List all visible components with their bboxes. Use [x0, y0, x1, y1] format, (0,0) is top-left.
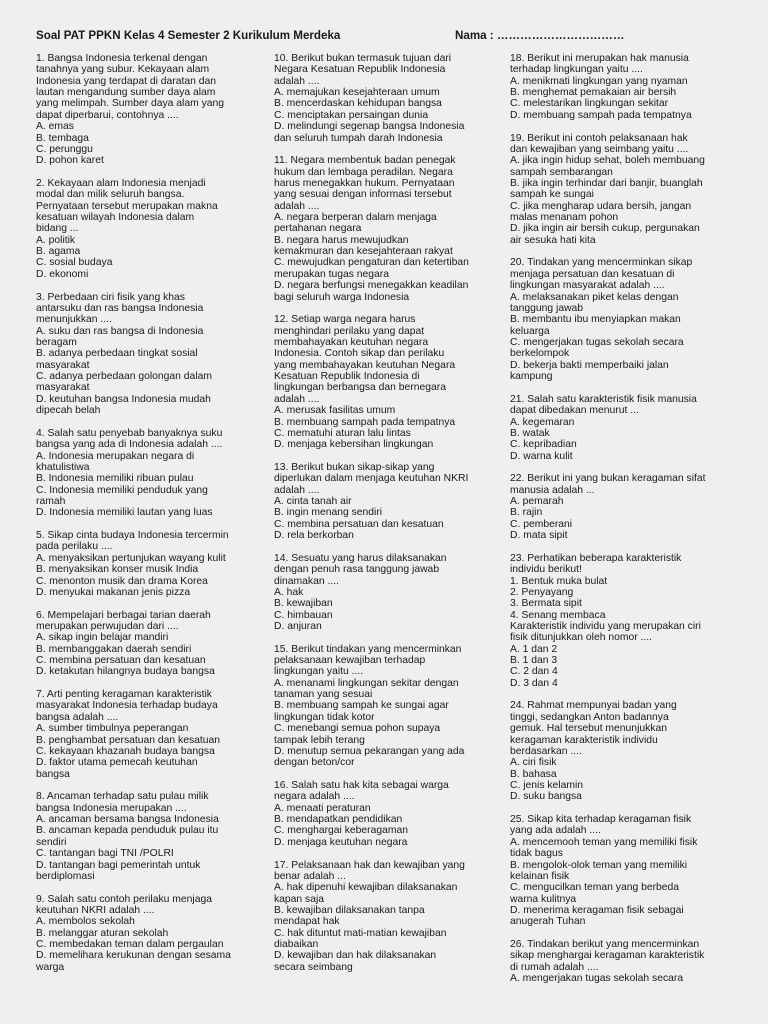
page-header	[36, 29, 732, 47]
answer-option: D. memelihara kerukunan dengan sesama warga	[36, 950, 231, 973]
answer-option: C. membedakan teman dalam pergaulan	[36, 939, 224, 951]
answer-option: D. anjuran	[274, 620, 322, 632]
answer-option: B. 1 dan 3	[510, 655, 558, 667]
answer-option: B. Indonesia memiliki ribuan pulau	[36, 473, 194, 485]
question-item	[36, 689, 256, 780]
answer-option: A. hak	[274, 586, 304, 598]
answer-option: B. agama	[36, 246, 81, 258]
answer-option: D. suku bangsa	[510, 791, 582, 803]
question-text: 21. Salah satu karakteristik fisik manusia dapat dibedakan menurut ...	[510, 393, 697, 417]
answer-option: B. mengolok-olok teman yang memiliki kelainan fisik	[510, 859, 688, 882]
answer-option: C. Indonesia memiliki penduduk yang ramah	[36, 484, 208, 508]
answer-option: B. kewajiban	[274, 598, 333, 610]
question-item	[274, 644, 499, 769]
answer-option: D. membuang sampah pada tempatnya	[510, 109, 692, 121]
question-text: 23. Perhatikan beberapa karakteristik individu berikut! 1. Bentuk muka bulat 2. Penyayang 3. Bermata sipit 4. Senang membaca Karakteristik individu yang merupakan ciri fisik ditunjukkan oleh nomor ....	[510, 552, 701, 644]
question-text: 24. Rahmat mempunyai badan yang tinggi, sedangkan Anton badannya gemuk. Hal tersebut menunjukkan keragaman karakteristik individu berdasarkan ....	[510, 700, 677, 757]
question-item	[36, 53, 256, 167]
question-item	[274, 155, 499, 303]
answer-option: B. negara harus mewujudkan kemakmuran dan kesejahteraan rakyat	[274, 234, 453, 258]
answer-option: A. merusak fasilitas umum	[274, 405, 396, 417]
name-label: Nama :	[455, 29, 494, 42]
question-item	[36, 178, 256, 280]
answer-option: C. pemberani	[510, 518, 573, 530]
answer-option: D. rela berkorban	[274, 530, 354, 542]
question-text: 1. Bangsa Indonesia terkenal dengan tanahnya yang subur. Kekayaan alam Indonesia yang terdapat di daratan dan lautan mengandung sumber daya alam yang melimpah. Sumber daya alam yang dapat diperbarui, contohnya ....	[36, 53, 225, 121]
question-text: 17. Pelaksanaan hak dan kewajiban yang benar adalah ...	[274, 859, 465, 882]
answer-option: D. negara berfungsi menegakkan keadilan bagi seluruh warga Indonesia	[274, 280, 469, 303]
answer-option: C. mengucilkan teman yang berbeda warna kulitnya	[510, 882, 680, 905]
answer-option: C. menciptakan persaingan dunia	[274, 109, 429, 121]
page-title: Soal PAT PPKN Kelas 4 Semester 2 Kurikulum Merdeka	[36, 29, 341, 42]
answer-option: B. bahasa	[510, 768, 557, 780]
answer-option: A. ancaman bersama bangsa Indonesia	[36, 814, 219, 826]
question-column-2	[274, 53, 499, 984]
question-item	[510, 553, 746, 689]
answer-option: A. kegemaran	[510, 416, 575, 428]
answer-option: B. rajin	[510, 507, 543, 519]
name-field	[455, 29, 624, 42]
answer-option: B. menghemat pemakaian air bersih	[510, 87, 677, 99]
answer-option: A. emas	[36, 121, 74, 133]
answer-option: B. membuang sampah pada tempatnya	[274, 416, 456, 428]
answer-option: D. pohon karet	[36, 155, 104, 167]
question-text: 26. Tindakan berikut yang mencerminkan sikap menghargai keragaman karakteristik di rumah adalah ....	[510, 939, 705, 973]
question-item	[36, 428, 256, 519]
answer-option: B. mendapatkan pendidikan	[274, 814, 403, 826]
question-text: 6. Mempelajari berbagai tarian daerah merupakan perwujudan dari ....	[36, 609, 211, 632]
question-text: 18. Berikut ini merupakan hak manusia terhadap lingkungan yaitu ....	[510, 53, 689, 76]
answer-option: D. faktor utama pemecah keutuhan bangsa	[36, 757, 198, 780]
question-text: 4. Salah satu penyebab banyaknya suku bangsa yang ada di Indonesia adalah ....	[36, 427, 223, 451]
answer-option: C. menonton musik dan drama Korea	[36, 575, 208, 587]
answer-option: A. membolos sekolah	[36, 916, 135, 928]
question-item	[510, 394, 746, 462]
question-item	[510, 473, 746, 541]
question-text: 15. Berikut tindakan yang mencerminkan pelaksanaan kewajiban terhadap lingkungan yaitu ....	[274, 643, 462, 678]
answer-option: B. mencerdaskan kehidupan bangsa	[274, 98, 442, 110]
answer-option: C. menghargai keberagaman	[274, 825, 408, 837]
answer-option: A. memajukan kesejahteraan umum	[274, 87, 440, 99]
question-item	[274, 780, 499, 848]
answer-option: C. jika mengharap udara bersih, jangan malas menanam pohon	[510, 200, 692, 224]
answer-option: A. sumber timbulnya peperangan	[36, 723, 189, 735]
answer-option: B. adanya perbedaan tingkat sosial masyarakat	[36, 348, 198, 371]
answer-option: D. tantangan bagi pemerintah untuk berdiplomasi	[36, 859, 201, 882]
name-blank: ……………………………	[496, 29, 625, 42]
answer-option: D. warna kulit	[510, 450, 573, 462]
answer-option: D. menutup semua pekarangan yang ada dengan beton/cor	[274, 745, 465, 769]
answer-option: D. melindungi segenap bangsa Indonesia dan seluruh tumpah darah Indonesia	[274, 121, 465, 144]
answer-option: A. ciri fisik	[510, 757, 557, 769]
answer-option: A. hak dipenuhi kewajiban dilaksanakan kapan saja	[274, 882, 458, 905]
question-item	[274, 314, 499, 450]
answer-option: B. menyaksikan konser musik India	[36, 564, 199, 576]
question-item	[274, 53, 499, 144]
question-text: 10. Berikut bukan termasuk tujuan dari Negara Kesatuan Republik Indonesia adalah ....	[274, 53, 452, 87]
answer-option: A. pemarah	[510, 496, 564, 508]
answer-option: B. ancaman kepada penduduk pulau itu sendiri	[36, 825, 219, 848]
question-text: 11. Negara membentuk badan penegak hukum dan lembaga peradilan. Negara harus menegakkan hukum. Pernyataan yang sesuai dengan informasi tersebut adalah ....	[274, 155, 456, 212]
answer-option: B. membanggakan daerah sendiri	[36, 643, 192, 655]
question-item	[510, 133, 746, 247]
answer-option: A. mencemooh teman yang memiliki fisik tidak bagus	[510, 836, 698, 860]
question-text: 14. Sesuatu yang harus dilaksanakan dengan penuh rasa tanggung jawab dinamakan ....	[274, 552, 447, 587]
answer-option: C. menebangi semua pohon supaya tampak lebih terang	[274, 723, 441, 746]
question-text: 2. Kekayaan alam Indonesia menjadi modal dan milik seluruh bangsa. Pernyataan tersebut merupakan makna kesatuan wilayah Indonesia dalam bidang ...	[36, 177, 218, 235]
answer-option: B. kewajiban dilaksanakan tanpa mendapat hak	[274, 904, 425, 928]
answer-option: C. hak dituntut mati-matian kewajiban diabaikan	[274, 927, 447, 951]
answer-option: C. adanya perbedaan golongan dalam masyarakat	[36, 371, 212, 394]
answer-option: A. Indonesia merupakan negara di khatulistiwa	[36, 450, 195, 473]
answer-option: A. sikap ingin belajar mandiri	[36, 632, 169, 644]
answer-option: A. suku dan ras bangsa di Indonesia beragam	[36, 325, 204, 348]
question-text: 25. Sikap kita terhadap keragaman fisik yang ada adalah ....	[510, 814, 692, 837]
question-column-3	[510, 53, 746, 996]
answer-option: B. membuang sampah ke sungai agar lingkungan tidak kotor	[274, 700, 449, 723]
answer-option: C. mematuhi aturan lalu lintas	[274, 427, 411, 439]
answer-option: A. menyaksikan pertunjukan wayang kulit	[36, 552, 226, 564]
answer-option: D. menjaga kebersihan lingkungan	[274, 439, 434, 451]
answer-option: C. melestarikan lingkungan sekitar	[510, 98, 669, 110]
answer-option: C. perunggu	[36, 143, 93, 155]
answer-option: C. membina persatuan dan kesatuan	[274, 518, 444, 530]
answer-option: C. kepribadian	[510, 439, 577, 451]
answer-option: A. menaati peraturan	[274, 802, 371, 814]
answer-option: C. jenis kelamin	[510, 780, 584, 791]
question-text: 22. Berikut ini yang bukan keragaman sifat manusia adalah ...	[510, 473, 706, 496]
question-text: 3. Perbedaan ciri fisik yang khas antarsuku dan ras bangsa Indonesia menunjukkan ....	[36, 291, 204, 326]
answer-option: D. menjaga keutuhan negara	[274, 836, 408, 848]
answer-option: D. menerima keragaman fisik sebagai anugerah Tuhan	[510, 904, 684, 928]
question-text: 12. Setiap warga negara harus menghindari perilaku yang dapat membahayakan keutuhan negara Indonesia. Contoh sikap dan perilaku yang membahayakan keutuhan Negara Kesatuan Republik Indonesia di lingkungan berbangsa dan bernegara adalah ....	[274, 314, 456, 405]
question-text: 19. Berikut ini contoh pelaksanaan hak dan kewajiban yang seimbang yaitu ....	[510, 132, 689, 155]
answer-option: C. tantangan bagi TNI /POLRI	[36, 848, 174, 860]
answer-option: B. melanggar aturan sekolah	[36, 927, 169, 939]
question-text: 7. Arti penting keragaman karakteristik masyarakat Indonesia terhadap budaya bangsa adalah ....	[36, 689, 218, 723]
answer-option: B. ingin menang sendiri	[274, 507, 383, 519]
answer-option: A. jika ingin hidup sehat, boleh membuang sampah sembarangan	[510, 155, 705, 178]
answer-option: A. negara berperan dalam menjaga pertahanan negara	[274, 212, 437, 235]
question-item	[510, 939, 746, 984]
answer-option: C. 2 dan 4	[510, 666, 558, 678]
question-item	[510, 700, 746, 802]
answer-option: A. menikmati lingkungan yang nyaman	[510, 75, 688, 87]
question-item	[510, 814, 746, 928]
answer-option: C. kekayaan khazanah budaya bangsa	[36, 745, 215, 757]
question-item	[36, 791, 256, 882]
answer-option: D. menyukai makanan jenis pizza	[36, 586, 191, 598]
answer-option: D. jika ingin air bersih cukup, pergunakan air sesuka hati kita	[510, 223, 700, 246]
answer-option: B. jika ingin terhindar dari banjir, buanglah sampah ke sungai	[510, 177, 703, 201]
answer-option: D. mata sipit	[510, 530, 568, 542]
answer-option: D. keutuhan bangsa Indonesia mudah dipecah belah	[36, 393, 211, 417]
answer-option: A. menanami lingkungan sekitar dengan tanaman yang sesuai	[274, 677, 459, 701]
question-text: 5. Sikap cinta budaya Indonesia tercermin pada perilaku ....	[36, 530, 229, 553]
answer-option: C. sosial budaya	[36, 257, 113, 269]
question-text: 13. Berikut bukan sikap-sikap yang diperlukan dalam menjaga keutuhan NKRI adalah ....	[274, 461, 469, 496]
answer-option: D. Indonesia memiliki lautan yang luas	[36, 507, 213, 519]
question-text: 20. Tindakan yang mencerminkan sikap menjaga persatuan dan kesatuan di lingkungan masyarakat adalah ....	[510, 257, 693, 292]
answer-option: C. mewujudkan pengaturan dan ketertiban merupakan tugas negara	[274, 257, 469, 280]
question-text: 9. Salah satu contoh perilaku menjaga keutuhan NKRI adalah ....	[36, 893, 212, 916]
answer-option: A. melaksanakan piket kelas dengan tanggung jawab	[510, 291, 679, 314]
question-item	[36, 610, 256, 678]
question-item	[36, 894, 256, 974]
answer-option: B. membantu ibu menyiapkan makan keluarga	[510, 314, 681, 337]
question-item	[36, 292, 256, 417]
question-item	[510, 53, 746, 121]
question-item	[274, 553, 499, 633]
question-text: 8. Ancaman terhadap satu pulau milik bangsa Indonesia merupakan ....	[36, 791, 209, 814]
answer-option: A. politik	[36, 234, 76, 246]
answer-option: C. himbauan	[274, 609, 333, 621]
question-item	[274, 860, 499, 974]
answer-option: D. 3 dan 4	[510, 677, 558, 689]
question-text: 16. Salah satu hak kita sebagai warga negara adalah ....	[274, 780, 449, 803]
answer-option: D. ketakutan hilangnya budaya bangsa	[36, 666, 215, 678]
question-item	[510, 257, 746, 382]
question-column-1	[36, 53, 256, 984]
answer-option: A. cinta tanah air	[274, 496, 352, 508]
answer-option: B. tembaga	[36, 132, 89, 144]
question-item	[36, 530, 256, 598]
answer-option: B. penghambat persatuan dan kesatuan	[36, 734, 221, 746]
answer-option: D. bekerja bakti memperbaiki jalan kampung	[510, 359, 669, 383]
answer-option: C. membina persatuan dan kesatuan	[36, 655, 206, 667]
answer-option: D. ekonomi	[36, 268, 89, 280]
question-item	[274, 462, 499, 542]
answer-option: D. kewajiban dan hak dilaksanakan secara seimbang	[274, 950, 437, 973]
answer-option: A. mengerjakan tugas sekolah secara	[510, 973, 684, 985]
answer-option: A. 1 dan 2	[510, 643, 558, 655]
answer-option: B. watak	[510, 427, 550, 439]
answer-option: C. mengerjakan tugas sekolah secara berkelompok	[510, 336, 684, 360]
